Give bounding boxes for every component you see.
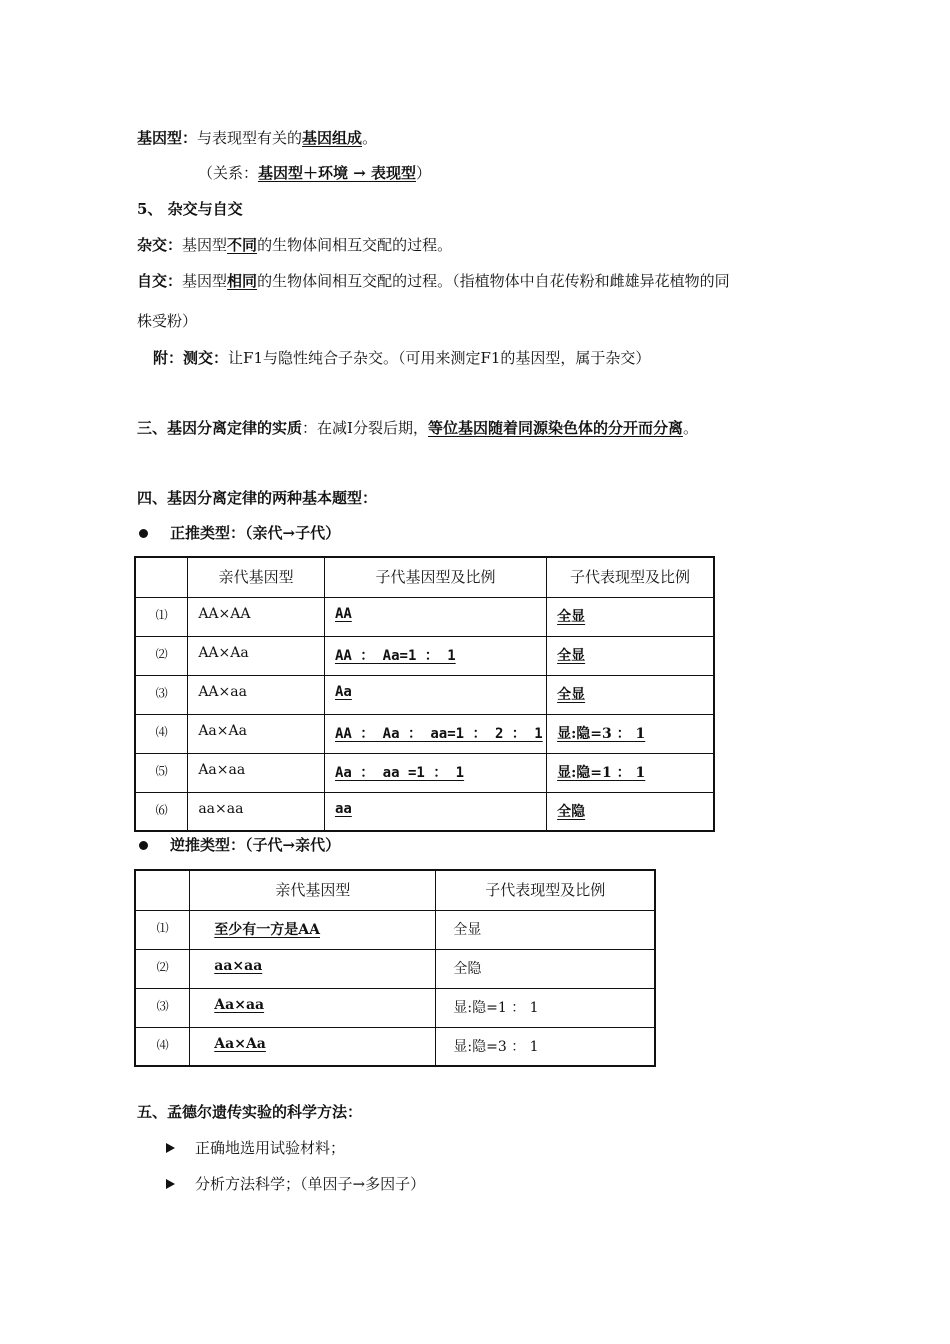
header-cell: 亲代基因型 [188, 557, 325, 597]
header-cell: 亲代基因型 [190, 870, 436, 910]
parent-genotype: aa×aa [190, 949, 436, 988]
offspring-genotype: AA ： Aa=1 ： 1 [324, 636, 546, 675]
offspring-phenotype: 全隐 [547, 792, 714, 831]
selfing-definition-line2: 株受粉） [137, 312, 198, 330]
period: 。 [682, 419, 698, 437]
relation-suffix: ） [416, 164, 432, 182]
table-header-row [135, 557, 714, 597]
section3-key: 等位基因随着同源染色体的分开而分离 [427, 419, 683, 437]
hybrid-definition [137, 235, 452, 255]
row-number: ⑴ [135, 910, 190, 949]
section3-line [137, 418, 698, 438]
table-row [135, 636, 714, 675]
table-row [135, 675, 714, 714]
relation-formula: 基因型＋环境 → 表现型 [258, 164, 417, 182]
row-number: ⑴ [135, 597, 188, 636]
method-item [166, 1174, 425, 1194]
header-cell [135, 557, 188, 597]
section3-text: 在减Ⅰ分裂后期， [317, 419, 428, 437]
parent-genotype: aa×aa [188, 792, 325, 831]
separator: ： [182, 129, 198, 147]
method-text: 正确地选用试验材料； [195, 1139, 346, 1157]
offspring-genotype: aa [324, 792, 546, 831]
table-row [135, 1027, 655, 1066]
parent-genotype: Aa×aa [190, 988, 436, 1027]
section5b-title [137, 1102, 362, 1122]
separator: ： [302, 419, 318, 437]
offspring-phenotype: 显:隐=3 ： 1 [436, 1027, 655, 1066]
selfing-text-a: 基因型 [182, 272, 228, 290]
header-cell: 子代表现型及比例 [436, 870, 655, 910]
section5-title-text: 5、 杂交与自交 [137, 200, 243, 218]
reverse-title [139, 835, 340, 855]
section4-title-text: 四、基因分离定律的两种基本题型： [137, 489, 378, 507]
selfing-text-b: 的生物体间相互交配的过程。（指植物体中自花传粉和雌雄异花植物的同 [257, 272, 730, 290]
header-cell: 子代基因型及比例 [324, 557, 546, 597]
row-number: ⑹ [135, 792, 188, 831]
genotype-definition [137, 128, 377, 148]
parent-genotype: Aa×Aa [190, 1027, 436, 1066]
parent-genotype: 至少有一方是AA [190, 910, 436, 949]
offspring-phenotype: 显:隐=1 ： 1 [547, 753, 714, 792]
testcross-definition [153, 348, 650, 368]
forward-title-text: 正推类型：（亲代→子代） [170, 524, 341, 542]
table-row [135, 714, 714, 753]
row-number: ⑵ [135, 949, 190, 988]
forward-table [134, 556, 715, 832]
bullet-icon [139, 529, 148, 538]
relation-prefix: （关系： [198, 164, 259, 182]
arrow-bullet-icon [166, 1143, 175, 1153]
table-row [135, 949, 655, 988]
table-header-row [135, 870, 655, 910]
table-row [135, 753, 714, 792]
row-number: ⑷ [135, 714, 188, 753]
offspring-phenotype: 全显 [547, 636, 714, 675]
table-row [135, 792, 714, 831]
offspring-phenotype: 显:隐=1 ： 1 [436, 988, 655, 1027]
parent-genotype: AA×aa [188, 675, 325, 714]
bullet-icon [139, 841, 148, 850]
parent-genotype: Aa×aa [188, 753, 325, 792]
table-row [135, 910, 655, 949]
selfing-definition [137, 271, 730, 291]
reverse-table [134, 869, 656, 1067]
offspring-genotype: AA [324, 597, 546, 636]
genotype-term: 基因型 [137, 129, 183, 147]
row-number: ⑶ [135, 988, 190, 1027]
parent-genotype: Aa×Aa [188, 714, 325, 753]
arrow-bullet-icon [166, 1179, 175, 1189]
hybrid-text-b: 的生物体间相互交配的过程。 [257, 236, 453, 254]
relation-line [198, 163, 431, 183]
offspring-phenotype: 全显 [547, 597, 714, 636]
row-number: ⑶ [135, 675, 188, 714]
offspring-genotype: Aa ： aa =1 ： 1 [324, 753, 546, 792]
offspring-genotype: Aa [324, 675, 546, 714]
separator: ： [213, 349, 229, 367]
separator: ： [167, 272, 183, 290]
hybrid-text-a: 基因型 [182, 236, 228, 254]
genotype-text: 与表现型有关的 [197, 129, 303, 147]
parent-genotype: AA×AA [188, 597, 325, 636]
row-number: ⑸ [135, 753, 188, 792]
row-number: ⑷ [135, 1027, 190, 1066]
separator: ： [167, 236, 183, 254]
table-row [135, 988, 655, 1027]
method-text: 分析方法科学；（单因子→多因子） [195, 1175, 426, 1193]
section5b-title-text: 五、孟德尔遗传实验的科学方法： [137, 1103, 363, 1121]
section5-title [137, 199, 243, 219]
offspring-phenotype: 全隐 [436, 949, 655, 988]
forward-title [139, 523, 340, 543]
hybrid-key: 不同 [227, 236, 258, 254]
reverse-title-text: 逆推类型：（子代→亲代） [170, 836, 341, 854]
section4-title [137, 488, 377, 508]
selfing-key: 相同 [227, 272, 258, 290]
offspring-phenotype: 显:隐=3 ： 1 [547, 714, 714, 753]
genotype-key: 基因组成 [302, 129, 363, 147]
selfing-term: 自交 [137, 272, 168, 290]
table-row [135, 597, 714, 636]
testcross-term: 附：测交 [153, 349, 214, 367]
offspring-genotype: AA ： Aa ： aa=1 ： 2 ： 1 [324, 714, 546, 753]
method-item [166, 1138, 345, 1158]
period: 。 [362, 129, 378, 147]
header-cell: 子代表现型及比例 [547, 557, 714, 597]
row-number: ⑵ [135, 636, 188, 675]
section3-title: 三、基因分离定律的实质 [137, 419, 303, 437]
offspring-phenotype: 全显 [547, 675, 714, 714]
hybrid-term: 杂交 [137, 236, 168, 254]
parent-genotype: AA×Aa [188, 636, 325, 675]
header-cell [135, 870, 190, 910]
offspring-phenotype: 全显 [436, 910, 655, 949]
testcross-text: 让F1与隐性纯合子杂交。（可用来测定F1的基因型，属于杂交） [228, 349, 651, 367]
